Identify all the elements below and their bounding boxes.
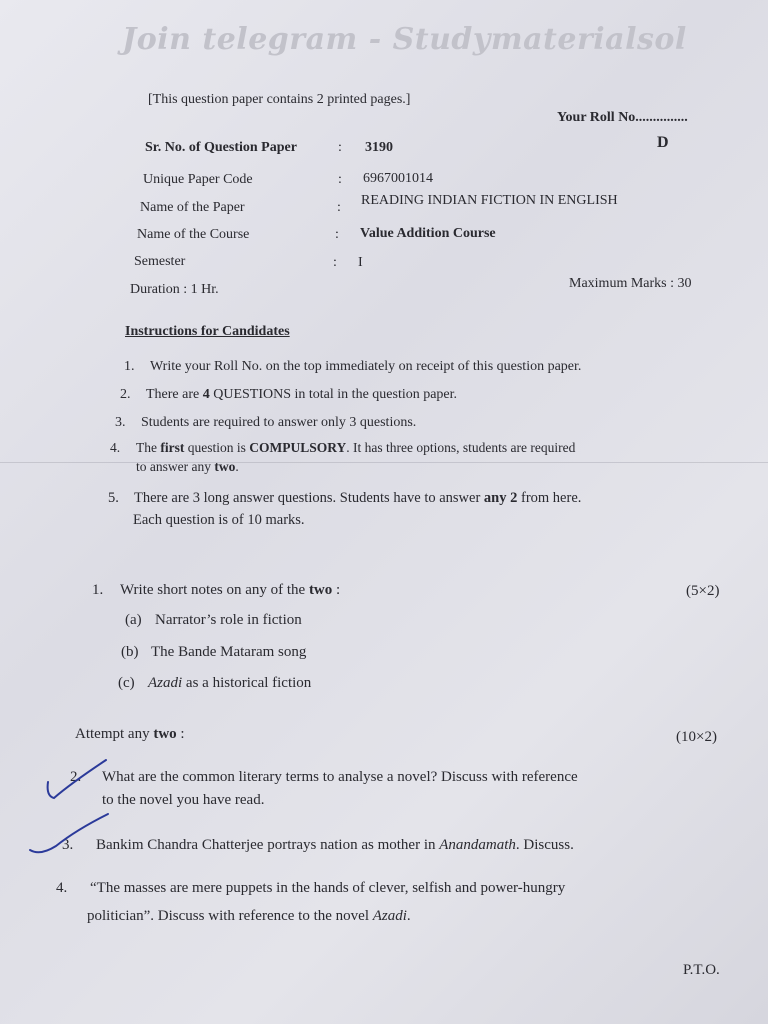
instruction-text: Students are required to answer only 3 questions. (141, 415, 417, 430)
question-3 (62, 837, 574, 854)
instruction-text: QUESTIONS in total in the question paper. (209, 387, 458, 402)
detail-colon: : (338, 140, 342, 155)
option-text: Narrator’s role in fiction (155, 612, 302, 628)
instruction-number: 4. (110, 440, 121, 455)
detail-value-course: Value Addition Course (360, 226, 496, 241)
question-italic: Azadi (372, 908, 407, 924)
option-italic: Azadi (148, 675, 183, 691)
question-text: What are the common literary terms to analyse a novel? Discuss with reference (102, 769, 578, 785)
question-number: 2. (70, 769, 82, 785)
detail-label-sr-no: Sr. No. of Question Paper (145, 140, 297, 155)
roll-number-label: Your Roll No............... (557, 110, 688, 125)
detail-colon: : (333, 255, 337, 270)
instruction-text: . It has three options, students are required (346, 440, 576, 455)
detail-label-semester: Semester (134, 254, 186, 269)
question-text: . (406, 908, 411, 924)
instruction-item (110, 440, 575, 456)
attempt-marks: (10×2) (676, 729, 717, 745)
question-1 (92, 582, 340, 599)
question-text: “The masses are mere puppets in the hands of clever, selfish and power-hungry (90, 880, 566, 896)
watermark: Join telegram - Studymaterialsol (122, 22, 687, 57)
instruction-item (124, 359, 581, 375)
detail-label-paper-name: Name of the Paper (140, 200, 245, 215)
instruction-text: There are 3 long answer questions. Students have to answer (134, 490, 484, 506)
instruction-item (115, 415, 416, 431)
option-a (125, 612, 302, 629)
detail-value-semester: I (358, 255, 363, 270)
question-2-continuation: to the novel you have read. (102, 792, 265, 808)
instruction-bold: 4 (202, 387, 210, 402)
detail-label-paper-code: Unique Paper Code (143, 172, 253, 187)
option-c (118, 675, 311, 692)
option-letter: (a) (125, 612, 142, 628)
detail-label-course: Name of the Course (137, 227, 250, 242)
paper-fold (0, 462, 768, 463)
detail-value-paper-name: READING INDIAN FICTION IN ENGLISH (361, 193, 618, 208)
pen-tick-mark-icon (40, 756, 120, 806)
option-letter: (b) (121, 644, 139, 660)
instruction-number: 1. (124, 359, 135, 374)
instruction-text: question is (184, 440, 250, 455)
detail-colon: : (337, 200, 341, 215)
question-1-marks: (5×2) (686, 583, 720, 599)
option-text: as a historical fiction (182, 675, 312, 691)
question-4-continuation (87, 908, 411, 925)
instruction-item (120, 387, 457, 403)
instruction-item (108, 490, 581, 507)
question-text: . Discuss. (515, 837, 574, 853)
option-b (121, 644, 306, 661)
instruction-number: 5. (108, 490, 119, 506)
pen-tick-mark-icon (26, 810, 116, 860)
instruction-bold: any 2 (483, 490, 518, 506)
question-number: 1. (92, 582, 104, 598)
question-text: Write short notes on any of the (120, 582, 309, 598)
instruction-text: The (136, 440, 161, 455)
instruction-continuation: Each question is of 10 marks. (133, 512, 305, 528)
question-number: 3. (62, 837, 74, 853)
question-text: Bankim Chandra Chatterjee portrays nation as mother in (96, 837, 440, 853)
question-bold: two (308, 582, 333, 598)
attempt-text: : (176, 726, 185, 742)
question-text: politician”. Discuss with reference to the novel (87, 908, 373, 924)
attempt-instruction (75, 726, 185, 743)
question-text: : (332, 582, 341, 598)
header-note: [This question paper contains 2 printed pages.] (148, 92, 411, 107)
set-letter: D (657, 134, 669, 151)
maximum-marks: Maximum Marks : 30 (569, 276, 692, 291)
question-2 (70, 769, 578, 786)
instruction-bold: COMPULSORY (249, 440, 347, 455)
option-letter: (c) (118, 675, 135, 691)
instruction-text: to answer any (136, 459, 215, 474)
instruction-text: . (235, 459, 239, 474)
instruction-text: There are (146, 387, 203, 402)
instruction-number: 3. (115, 415, 126, 430)
instruction-text: from here. (517, 490, 582, 506)
instruction-text: Write your Roll No. on the top immediately on receipt of this question paper. (150, 359, 582, 374)
attempt-text: Attempt any (75, 726, 154, 742)
instruction-number: 2. (120, 387, 131, 402)
instruction-bold: first (160, 440, 185, 455)
detail-value-sr-no: 3190 (365, 140, 393, 155)
page-turn-over: P.T.O. (683, 962, 720, 978)
option-text: The Bande Mataram song (151, 644, 307, 660)
detail-value-paper-code: 6967001014 (363, 171, 433, 186)
attempt-bold: two (153, 726, 177, 742)
question-number: 4. (56, 880, 68, 896)
duration: Duration : 1 Hr. (130, 282, 219, 297)
instruction-bold: two (214, 459, 236, 474)
question-4 (56, 880, 565, 897)
detail-colon: : (338, 172, 342, 187)
instructions-title: Instructions for Candidates (125, 324, 290, 339)
question-italic: Anandamath (439, 837, 516, 853)
detail-colon: : (335, 227, 339, 242)
